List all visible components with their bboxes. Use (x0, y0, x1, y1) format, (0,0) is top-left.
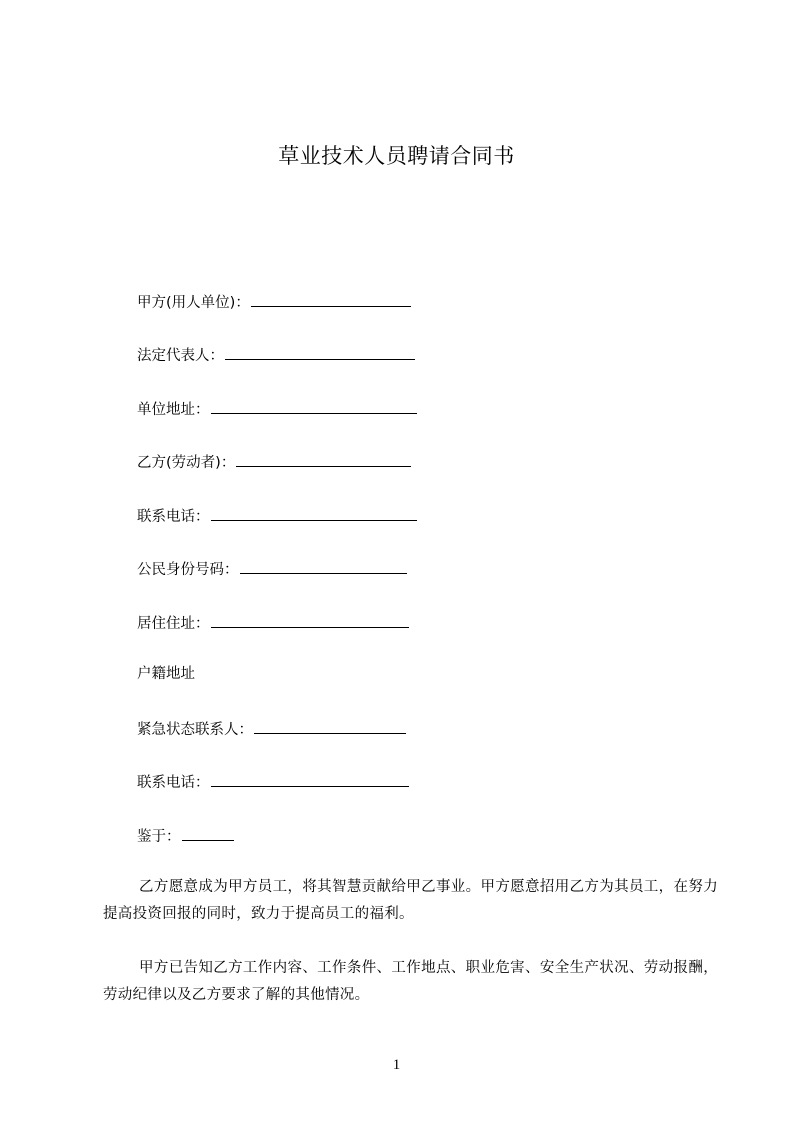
field-label: 紧急状态联系人： (137, 722, 253, 738)
field-label: 户籍地址 (137, 666, 195, 682)
field-label: 法定代表人： (137, 348, 224, 364)
field-label: 联系电话： (137, 775, 210, 791)
page-number: 1 (392, 1057, 401, 1073)
field-employer (137, 291, 411, 313)
blank-line (211, 612, 409, 628)
blank-line (182, 825, 234, 841)
field-label: 鉴于： (137, 829, 181, 845)
field-label: 联系电话： (137, 509, 210, 525)
field-label: 单位地址： (137, 402, 210, 418)
paragraph-disclosure: 甲方已告知乙方工作内容、工作条件、工作地点、职业危害、安全生产状况、劳动报酬，劳动纪律以及乙方要求了解的其他情况。 (103, 960, 718, 1003)
field-label: 公民身份号码： (137, 562, 239, 578)
field-residence (137, 612, 409, 634)
blank-line (251, 291, 411, 307)
field-employee (137, 451, 411, 473)
field-emergency-phone (137, 771, 409, 793)
field-label: 居住住址： (137, 616, 210, 632)
field-phone (137, 505, 417, 527)
blank-line (240, 558, 407, 574)
field-employer-address (137, 398, 417, 420)
field-legal-representative (137, 344, 415, 366)
field-id-number (137, 558, 407, 580)
blank-line (211, 771, 409, 787)
paragraph-intent: 乙方愿意成为甲方员工，将其智慧贡献给甲乙事业。甲方愿意招用乙方为其员工，在努力提高投资回报的同时，致力于提高员工的福利。 (103, 879, 718, 922)
field-whereas (137, 825, 234, 847)
blank-line (211, 398, 417, 414)
blank-line (254, 718, 406, 734)
field-emergency-contact (137, 718, 406, 740)
blank-line (211, 505, 417, 521)
blank-line (236, 451, 411, 467)
field-label: 乙方(劳动者)： (137, 455, 236, 471)
field-household-register (137, 664, 195, 684)
blank-line (225, 344, 415, 360)
field-label: 甲方(用人单位)： (137, 295, 250, 311)
document-title: 草业技术人员聘请合同书 (278, 144, 515, 168)
